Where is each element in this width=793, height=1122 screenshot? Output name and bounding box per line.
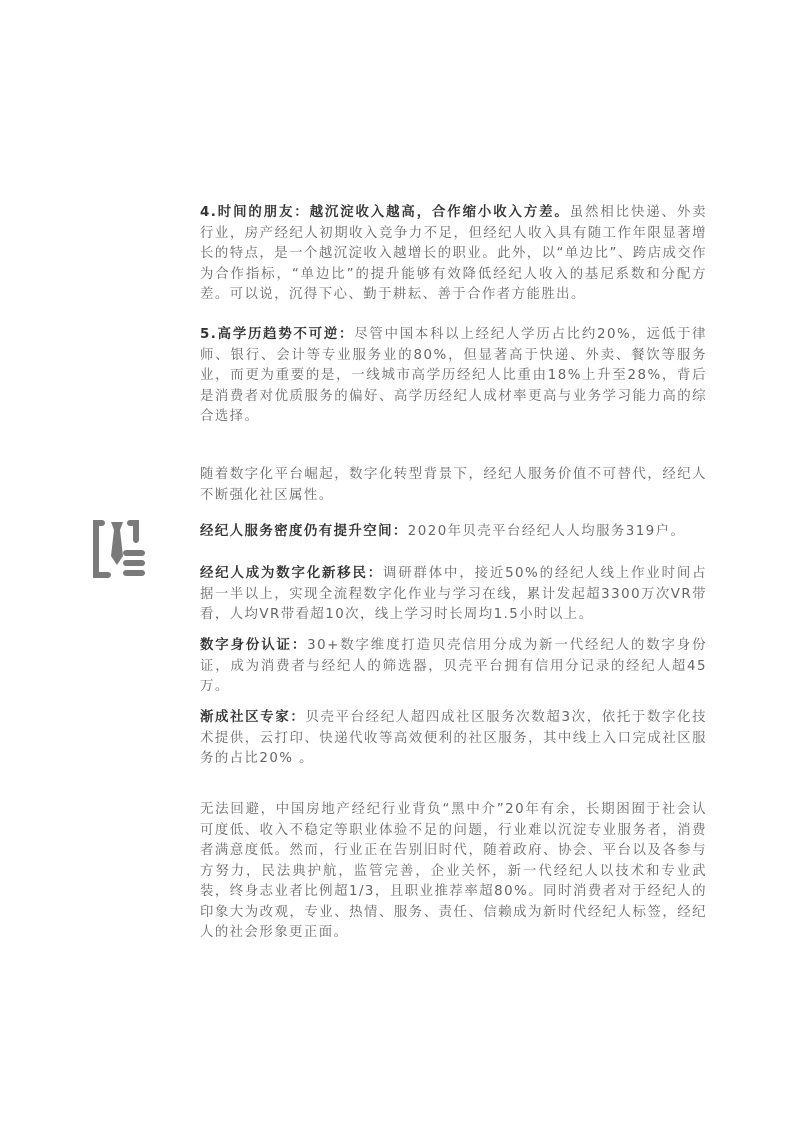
paragraph-text: 虽然相比快递、外卖行业，房产经纪人初期收入竞争力不足，但经纪人收入具有随工作年限显著增长的特点，是一个越沉淀收入越增长的职业。此外，以“单边比”、跨店成交作为合作指标，“单边比”的提升能够有效降低经纪人收入的基尼系数和分配方差。可以说，沉得下心、勤于耕耘、善于合作者方能胜出。 [200,205,707,302]
paragraph-text: 无法回避，中国房地产经纪行业背负“黑中介”20年有余，长期困囿于社会认可度低、收入不稳定等职业体验不足的问题，行业难以沉淀专业服务者，消费者满意度低。然而，行业正在告别旧时代，随着政府、协会、平台以及各参与方努力，民法典护航，监管完善，企业关怀，新一代经纪人以技术和专业武装，终身志业者比例超1/3，且职业推荐率超80%。同时消费者对于经纪人的印象大为改观，专业、热情、服务、责任、信赖成为新时代经纪人标签，经纪人的社会形象更正面。 [200,802,707,940]
paragraph-lead: 4.时间的朋友：越沉淀收入越高，合作缩小收入方差。 [200,205,570,220]
paragraph-community-expert [200,708,707,770]
paragraph-text: 调研群体中，接近50%的经纪人线上作业时间占据一半以上，实现全流程数字化作业与学习在线，累计发起超3300万次VR带看，人均VR带看超10次，线上学习时长周均1.5小时以上。 [200,566,707,622]
paragraph-lead: 经纪人成为数字化新移民： [200,566,384,581]
paragraph-text: 30+数字维度打造贝壳信用分成为新一代经纪人的数字身份证，成为消费者与经纪人的筛选器，贝壳平台拥有信用分记录的经纪人超45万。 [200,638,707,694]
paragraph-digital-migrants [200,564,707,626]
paragraph-lead: 渐成社区专家： [200,710,306,725]
paragraph-text: 随着数字化平台崛起，数字化转型背景下，经纪人服务价值不可替代，经纪人不断强化社区属性。 [200,467,707,503]
paragraph-education [200,325,707,428]
paragraph-lead: 经纪人服务密度仍有提升空间： [200,524,408,539]
paragraph-digital-identity [200,636,707,698]
agent-tie-icon [90,518,152,580]
paragraph-service-density [200,522,707,543]
paragraph-text: 贝壳平台经纪人超四成社区服务次数超3次，依托于数字化技术提供，云打印、快递代收等高效便利的社区服务，其中线上入口完成社区服务的占比20% 。 [200,710,707,766]
paragraph-lead: 5.高学历趋势不可逆： [200,327,355,342]
paragraph-lead: 数字身份认证： [200,638,308,653]
paragraph-digital-intro [200,465,707,506]
paragraph-conclusion [200,800,707,944]
paragraph-income [200,203,707,306]
paragraph-text: 2020年贝壳平台经纪人人均服务319户。 [407,524,686,539]
paragraph-text: 尽管中国本科以上经纪人学历占比约20%，远低于律师、银行、会计等专业服务业的80%，但显著高于快递、外卖、餐饮等服务业，而更为重要的是，一线城市高学历经纪人比重由18%上升至28%，背后是消费者对优质服务的偏好、高学历经纪人成材率更高与业务学习能力高的综合选择。 [200,327,708,424]
